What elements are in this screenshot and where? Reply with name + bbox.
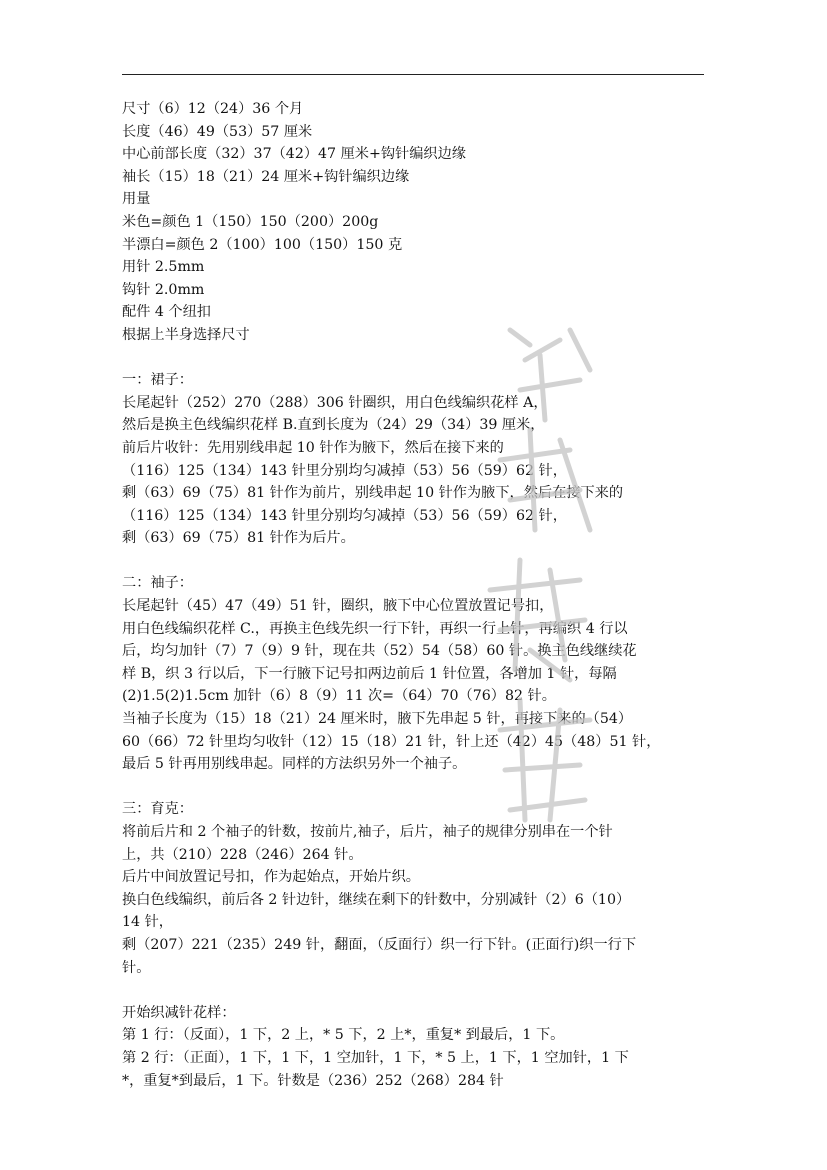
blank-line <box>122 776 707 799</box>
line: 用针 2.5mm <box>122 259 205 276</box>
line: 后片中间放置记号扣，作为起始点，开始片织。 <box>122 869 420 886</box>
line: (2)1.5(2)1.5cm 加针（6）8（9）11 次=（64）70（76）82 针。 <box>122 688 556 705</box>
line: 长尾起针（252）270（288）306 针圈织，用白色线编织花样 A， <box>122 394 548 411</box>
line: 长度（46）49（53）57 厘米 <box>122 123 313 140</box>
header-rule <box>122 74 704 75</box>
line: 半漂白=颜色 2（100）100（150）150 克 <box>122 236 403 253</box>
section-heading: 一：裙子： <box>122 372 193 389</box>
section-heading: 二：袖子： <box>122 575 193 592</box>
line: 换白色线编织，前后各 2 针边针，继续在剩下的针数中，分别减针（2）6（10） <box>122 891 631 908</box>
line: 上，共（210）228（246）264 针。 <box>122 846 363 863</box>
blank-line <box>122 347 707 370</box>
line: 剩（63）69（75）81 针作为后片。 <box>122 530 355 547</box>
line: 钩针 2.0mm <box>122 281 205 298</box>
line: 当袖子长度为（15）18（21）24 厘米时，腋下先串起 5 针，再接下来的（54） <box>122 711 633 728</box>
line: *，重复*到最后，1 下。针数是（236）252（268）284 针 <box>122 1072 504 1089</box>
line: 14 针， <box>122 914 173 931</box>
line: 将前后片和 2 个袖子的针数，按前片,袖子，后片，袖子的规律分别串在一个针 <box>122 824 613 840</box>
line: 然后是换主色线编织花样 B.直到长度为（24）29（34）39 厘米， <box>122 417 545 434</box>
line: 60（66）72 针里均匀收针（12）15（18）21 针，针上还（42）45（48）51 针， <box>122 733 661 750</box>
line: 针。 <box>122 959 151 976</box>
blank-line <box>122 979 707 1002</box>
line: 用白色线编织花样 C.，再换主色线先织一行下针，再织一行上针，再编织 4 行以 <box>122 620 628 637</box>
line: 最后 5 针再用别线串起。同样的方法织另外一个袖子。 <box>122 756 467 773</box>
line: 袖长（15）18（21）24 厘米+钩针编织边缘 <box>122 168 410 185</box>
line: 后，均匀加针（7）7（9）9 针，现在共（52）54（58）60 针。换主色线继续花 <box>122 643 637 660</box>
line: 剩（63）69（75）81 针作为前片，别线串起 10 针作为腋下，然后在接下来的 <box>122 485 624 502</box>
document-body <box>122 98 707 1092</box>
blank-line <box>122 550 707 573</box>
line: 尺寸（6）12（24）36 个月 <box>122 101 304 117</box>
line: 前后片收针：先用别线串起 10 针作为腋下，然后在接下来的 <box>122 439 504 456</box>
line: 根据上半身选择尺寸 <box>122 326 250 343</box>
line: 中心前部长度（32）37（42）47 厘米+钩针编织边缘 <box>122 146 466 163</box>
line: 剩（207）221（235）249 针，翻面，（反面行）织一行下针。(正面行)织一行下 <box>122 936 637 953</box>
section-heading: 开始织减针花样： <box>122 1004 236 1021</box>
line: 样 B，织 3 行以后，下一行腋下记号扣两边前后 1 针位置，各增加 1 针，每隔 <box>122 665 617 682</box>
line: 第 2 行：（正面），1 下，1 下，1 空加针，1 下，* 5 上，1 下，1 空加针，1 下 <box>122 1049 629 1066</box>
line: 长尾起针（45）47（49）51 针，圈织，腋下中心位置放置记号扣， <box>122 598 554 615</box>
section-heading: 三：育克： <box>122 801 193 818</box>
line: （116）125（134）143 针里分别均匀减掉（53）56（59）62 针， <box>122 507 567 524</box>
line: 米色=颜色 1（150）150（200）200g <box>122 213 379 230</box>
line: 配件 4 个纽扣 <box>122 304 211 321</box>
line: 第 1 行：（反面），1 下，2 上，* 5 下，2 上*，重复* 到最后，1 下。 <box>122 1027 565 1044</box>
line: 用量 <box>122 191 151 208</box>
line: （116）125（134）143 针里分别均匀减掉（53）56（59）62 针， <box>122 462 567 479</box>
